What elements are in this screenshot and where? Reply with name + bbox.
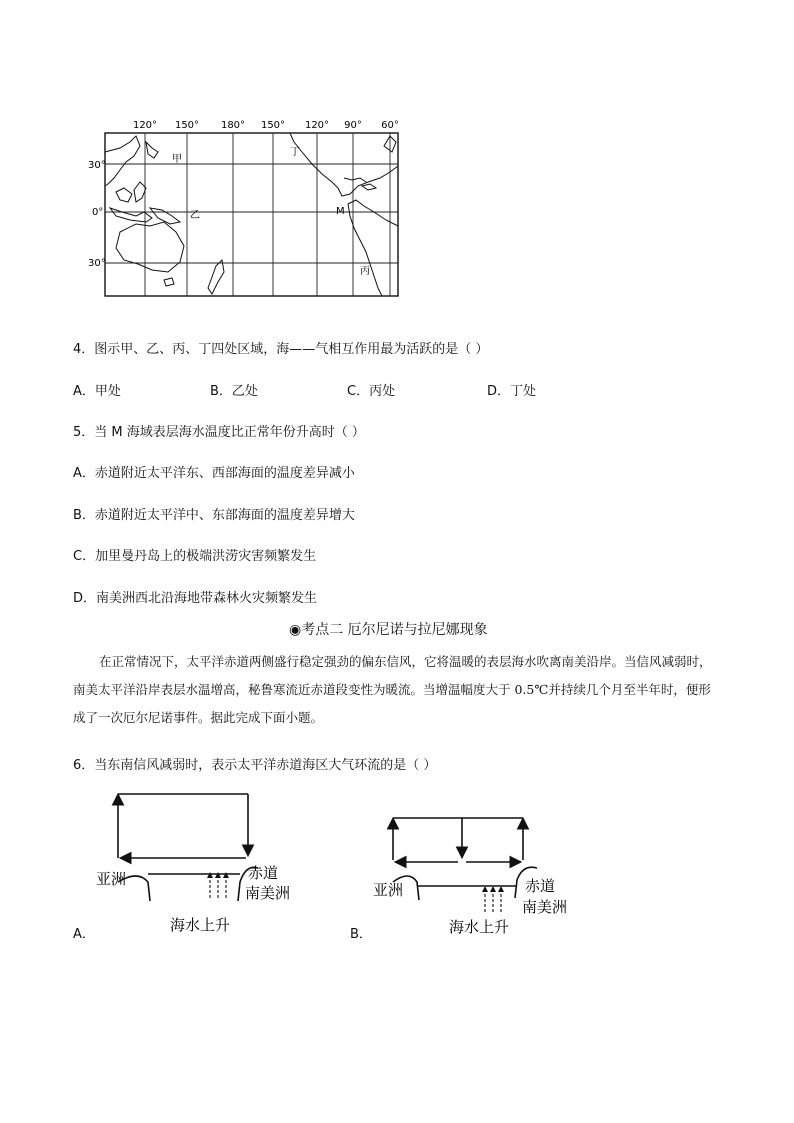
map-lon-label: 150° <box>260 120 286 131</box>
map-lon-label: 90° <box>344 120 362 131</box>
map-region-yi: 乙 <box>190 210 200 221</box>
diagram-b-asia-label: 亚洲 <box>373 881 404 899</box>
diagram-b-south-america-label: 南美洲 <box>522 898 568 916</box>
map-lon-label: 120° <box>132 120 158 131</box>
question-4-stem: 4．图示甲、乙、丙、丁四处区域，海——气相互作用最为活跃的是（ ） <box>73 342 489 357</box>
question-5-option-d[interactable]: D．南美洲西北沿海地带森林火灾频繁发生 <box>73 591 318 606</box>
map-lat-label: 0° <box>92 207 104 218</box>
diagram-a-asia-label: 亚洲 <box>96 870 127 888</box>
map-lon-label: 120° <box>304 120 330 131</box>
diagram-a-upwelling-label: 海水上升 <box>170 916 231 934</box>
section-paragraph: 在正常情况下，太平洋赤道两侧盛行稳定强劲的偏东信风，它将温暖的表层海水吹离南美沿岸。当信风减弱时，南美太平洋沿岸表层水温增高，秘鲁寒流近赤道段变性为暖流。当增温幅度大于 0.5℃并持续几个月至半年时，便形成了一次厄尔尼诺事件。据此完成下面小题。 <box>73 654 712 725</box>
question-5-stem: 5．当 M 海域表层海水温度比正常年份升高时（ ） <box>73 425 365 440</box>
question-5-option-b[interactable]: B．赤道附近太平洋中、东部海面的温度差异增大 <box>73 508 355 523</box>
circulation-diagram-a <box>88 786 338 946</box>
question-4-option-d[interactable]: D．丁处 <box>487 384 537 399</box>
map-lon-label: 150° <box>174 120 200 131</box>
diagram-b-equator-label: 赤道 <box>525 877 556 895</box>
map-region-jia: 甲 <box>172 154 182 165</box>
question-5-option-a[interactable]: A．赤道附近太平洋东、西部海面的温度差异减小 <box>73 466 355 481</box>
question-6-option-a[interactable]: A． <box>73 927 95 942</box>
map-lon-label: 180° <box>220 120 246 131</box>
question-4-option-a[interactable]: A．甲处 <box>73 384 121 399</box>
diagram-a-equator-label: 赤道 <box>248 864 279 882</box>
question-4-option-c[interactable]: C．丙处 <box>347 384 396 399</box>
map-region-ding: 丁 <box>290 147 300 158</box>
map-region-m: M <box>336 206 345 217</box>
map-lat-label: 30° <box>88 258 106 269</box>
diagram-a-south-america-label: 南美洲 <box>245 884 291 902</box>
circulation-diagram-b <box>365 806 595 946</box>
diagram-b-upwelling-label: 海水上升 <box>449 918 510 936</box>
question-6-option-b[interactable]: B． <box>350 927 372 942</box>
question-6-stem: 6．当东南信风减弱时，表示太平洋赤道海区大气环流的是（ ） <box>73 758 437 773</box>
map-lon-label: 60° <box>381 120 399 131</box>
map-lat-label: 30° <box>88 160 106 171</box>
question-5-option-c[interactable]: C．加里曼丹岛上的极端洪涝灾害频繁发生 <box>73 549 317 564</box>
section-title: ◉考点二 厄尔尼诺与拉尼娜现象 <box>289 622 488 638</box>
world-map-figure <box>80 112 410 302</box>
map-region-bing: 丙 <box>360 266 370 277</box>
question-4-option-b[interactable]: B．乙处 <box>210 384 258 399</box>
